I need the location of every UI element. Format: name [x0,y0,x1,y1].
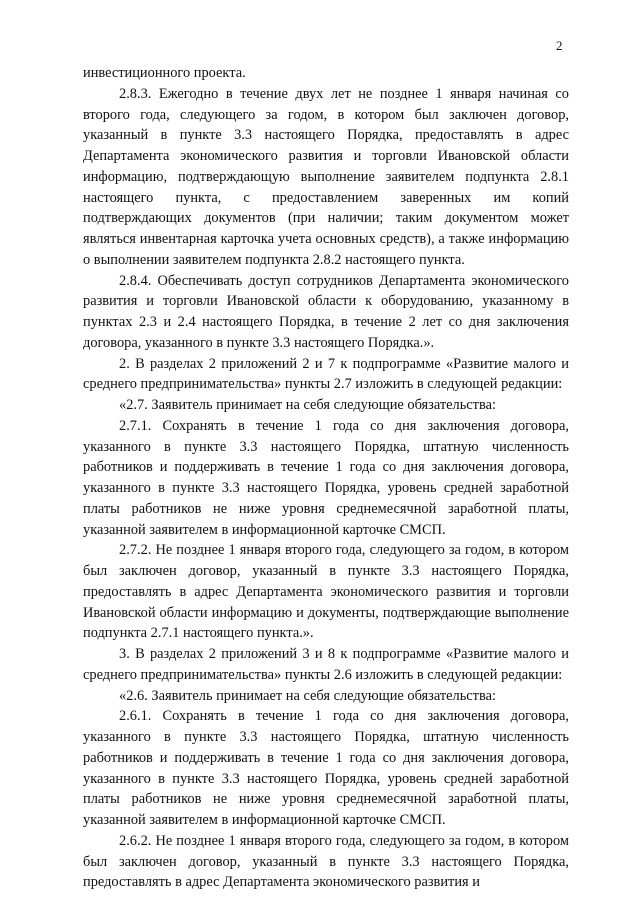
page-number: 2 [556,38,563,53]
document-body [83,63,569,893]
paragraph-2-7-2: 2.7.2. Не позднее 1 января второго года, следующего за годом, в котором был заключен договор, указанный в пункте 3.3 настоящего Порядка, предоставлять в адрес Департамента экономического развития и торговли Ивановской области информацию и документы, подтверждающие выполнение подпункта 2.7.1 настоящего пункта.». [83,542,569,642]
paragraph-continuation: инвестиционного проекта. [83,65,246,81]
paragraph-2-7: «2.7. Заявитель принимает на себя следующие обязательства: [119,397,496,413]
paragraph-2-8-4: 2.8.4. Обеспечивать доступ сотрудников Департамента экономического развития и торговли Ивановской области к оборудованию, указанному в пунктах 2.3 и 2.4 настоящего Порядка, в течение 2 лет со дня заключения договора, указанного в пункте 3.3 настоящего Порядка.». [83,272,569,351]
paragraph-2-6-1: 2.6.1. Сохранять в течение 1 года со дня заключения договора, указанного в пункте 3.3 настоящего Порядка, штатную численность работников и поддерживать в течение 1 года со дня заключения договора, указанного в пункте 3.3 настоящего Порядка, уровень средней заработной платы работников не ниже уровня среднемесячной заработной платы, указанной заявителем в информационной карточке СМСП. [83,708,569,828]
paragraph-2-6-2: 2.6.2. Не позднее 1 января второго года, следующего за годом, в котором был заключен договор, указанный в пункте 3.3 настоящего Порядка, предоставлять в адрес Департамента экономического развития и [83,832,569,891]
paragraph-amendment-3: 3. В разделах 2 приложений 3 и 8 к подпрограмме «Развитие малого и среднего предпринимательства» пункты 2.6 изложить в следующей редакции: [83,646,569,683]
paragraph-amendment-2: 2. В разделах 2 приложений 2 и 7 к подпрограмме «Развитие малого и среднего предпринимательства» пункты 2.7 изложить в следующей редакции: [83,355,569,393]
paragraph-2-6: «2.6. Заявитель принимает на себя следующие обязательства: [119,687,496,704]
paragraph-2-7-1: 2.7.1. Сохранять в течение 1 года со дня заключения договора, указанного в пункте 3.3 настоящего Порядка, штатную численность работников и поддерживать в течение 1 года со дня заключения договора, указанного в пункте 3.3 настоящего Порядка, уровень средней заработной платы работников не ниже уровня среднемесячной заработной платы, указанной заявителем в информационной карточке СМСП. [83,417,569,538]
paragraph-2-8-3: 2.8.3. Ежегодно в течение двух лет не позднее 1 января начиная со второго года, следующего за годом, в котором был заключен договор, указанный в пункте 3.3 настоящего Порядка, предоставлять в адрес Департамента экономического развития и торговли Ивановской области информацию, подтверждающую выполнение заявителем подпункта 2.8.1 настоящего пункта, с предоставлением заверенных им копий подтверждающих документов (при наличии; таким документом может являться инвентарная карточка учета основных средств), а также информацию о выполнении заявителем подпункта 2.8.2 настоящего пункта. [83,85,569,268]
